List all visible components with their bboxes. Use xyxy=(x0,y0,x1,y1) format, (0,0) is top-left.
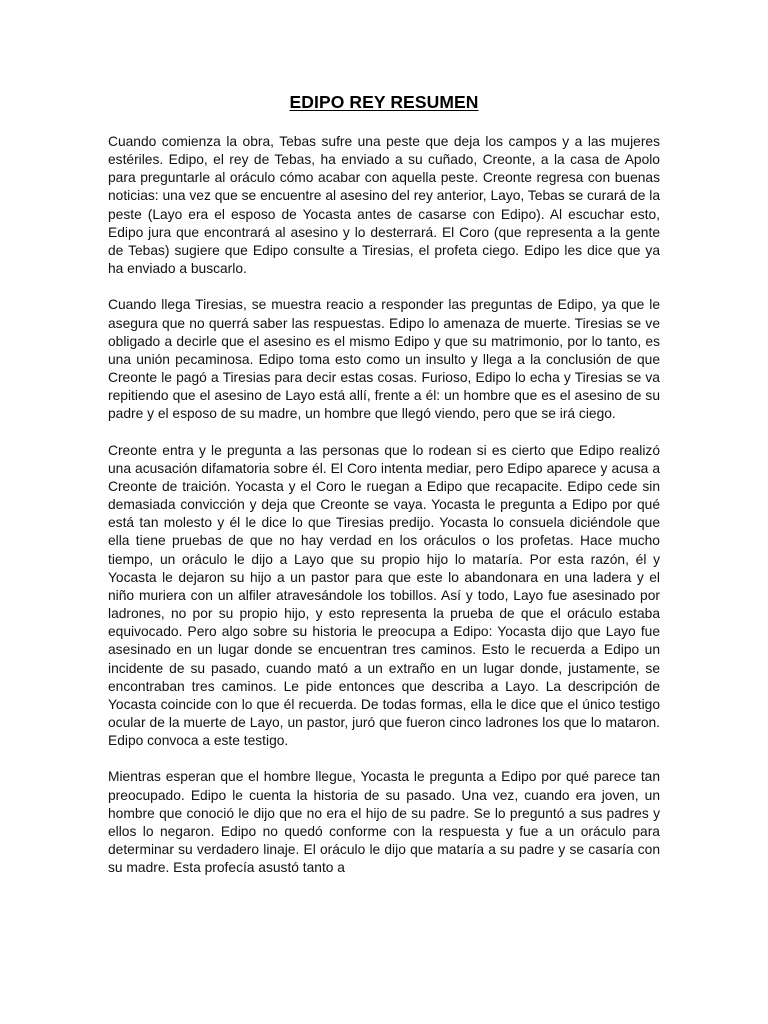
paragraph-2: Cuando llega Tiresias, se muestra reacio a responder las preguntas de Edipo, ya que le asegura que no querrá saber las respuestas. Edipo lo amenaza de muerte. Tiresias se ve obligado a decirle que el asesino es el mismo Edipo y que su matrimonio, por lo tanto, es una unión pecaminosa. Edipo toma esto como un insulto y llega a la conclusión de que Creonte le pagó a Tiresias para decir estas cosas. Furioso, Edipo lo echa y Tiresias se va repitiendo que el asesino de Layo está allí, frente a él: un hombre que es el asesino de su padre y el esposo de su madre, un hombre que llegó viendo, pero que se irá ciego. xyxy=(108,297,660,422)
paragraph-4: Mientras esperan que el hombre llegue, Yocasta le pregunta a Edipo por qué parece tan preocupado. Edipo le cuenta la historia de su pasado. Una vez, cuando era joven, un hombre que conoció le dijo que no era el hijo de su padre. Se lo preguntó a sus padres y ellos lo negaron. Edipo no quedó conforme con la respuesta y fue a un oráculo para determinar su verdadero linaje. El oráculo le dijo que mataría a su padre y se casaría con su madre. Esta profecía asustó tanto a xyxy=(108,769,660,876)
document-title: EDIPO REY RESUMEN xyxy=(289,92,479,112)
document-body xyxy=(108,133,660,896)
paragraph-3: Creonte entra y le pregunta a las personas que lo rodean si es cierto que Edipo realizó una acusación difamatoria sobre él. El Coro intenta mediar, pero Edipo aparece y acusa a Creonte de traición. Yocasta y el Coro le ruegan a Edipo que recapacite. Edipo cede sin demasiada convicción y deja que Creonte se vaya. Yocasta le pregunta a Edipo por qué está tan molesto y él le dice lo que Tiresias predijo. Yocasta lo consuela diciéndole que ella tiene pruebas de que no hay verdad en los oráculos o los profetas. Hace mucho tiempo, un oráculo le dijo a Layo que su propio hijo lo mataría. Por esta razón, él y Yocasta le dejaron su hijo a un pastor para que este lo abandonara en una ladera y el niño muriera con un alfiler atravesándole los tobillos. Así y todo, Layo fue asesinado por ladrones, no por su propio hijo, y esto representa la prueba de que el oráculo estaba equivocado. Pero algo sobre su historia le preocupa a Edipo: Yocasta dijo que Layo fue asesinado en un lugar donde se encuentran tres caminos. Esto le recuerda a Edipo un incidente de su pasado, cuando mató a un extraño en un lugar donde, justamente, se encontraban tres caminos. Le pide entonces que describa a Layo. La descripción de Yocasta coincide con lo que él recuerda. De todas formas, ella le dice que el único testigo ocular de la muerte de Layo, un pastor, juró que fueron cinco ladrones los que lo mataron. Edipo convoca a este testigo. xyxy=(108,442,660,749)
paragraph-1: Cuando comienza la obra, Tebas sufre una peste que deja los campos y a las mujeres estériles. Edipo, el rey de Tebas, ha enviado a su cuñado, Creonte, a la casa de Apolo para preguntarle al oráculo cómo acabar con aquella peste. Creonte regresa con buenas noticias: una vez que se encuentre al asesino del rey anterior, Layo, Tebas se curará de la peste (Layo era el esposo de Yocasta antes de casarse con Edipo). Al escuchar esto, Edipo jura que encontrará al asesino y lo desterrará. El Coro (que representa a la gente de Tebas) sugiere que Edipo consulte a Tiresias, el profeta ciego. Edipo les dice que ya ha enviado a buscarlo. xyxy=(108,134,660,277)
